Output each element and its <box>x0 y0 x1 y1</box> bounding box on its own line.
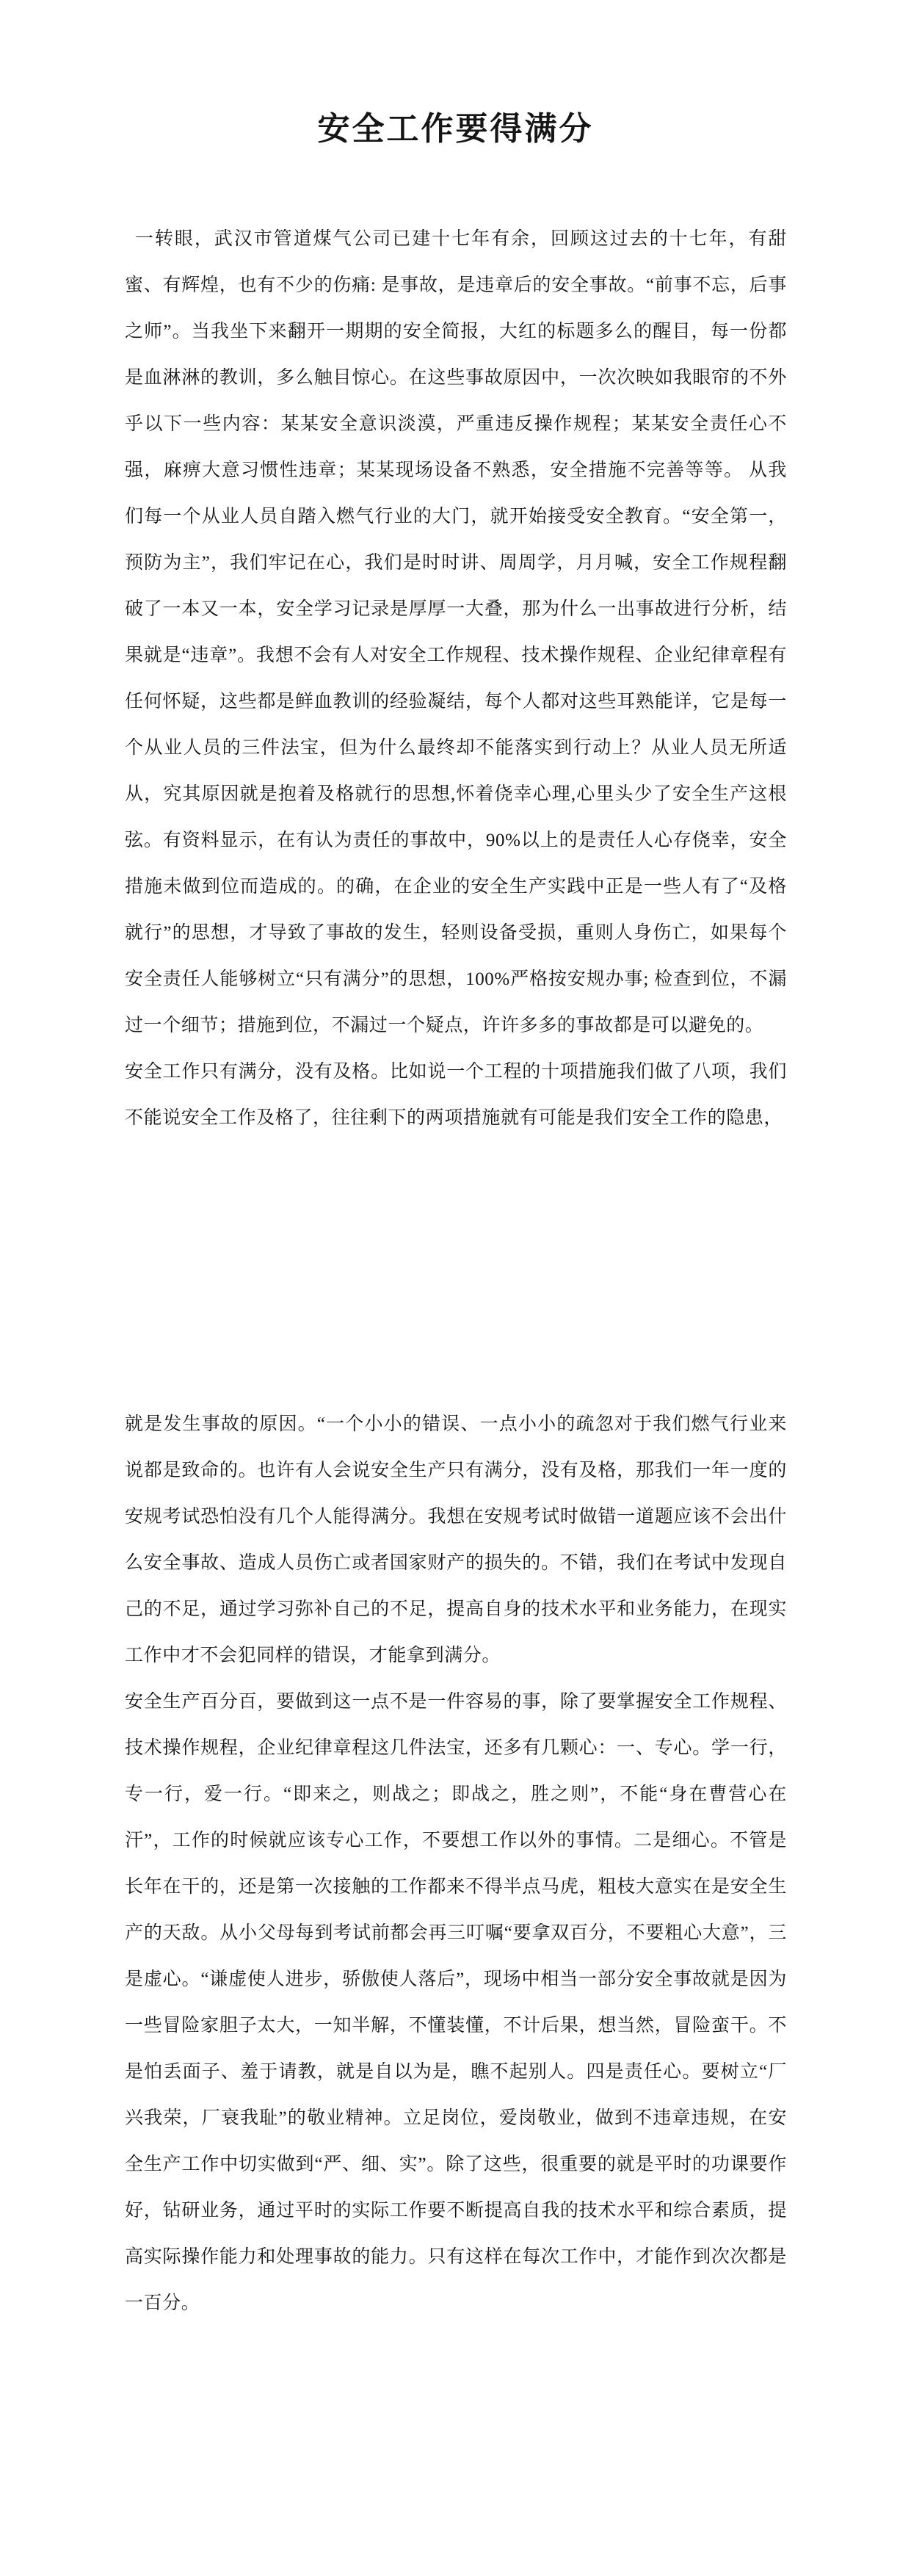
paragraph-2-part-2: 就是发生事故的原因。“一个小小的错误、一点小小的疏忽对于我们燃气行业来说都是致命的。也许有人会说安全生产只有满分，没有及格，那我们一年一度的安规考试恐怕没有几个人能得满分。我想在安规考试时做错一道题应该不会出什么安全事故、造成人员伤亡或者国家财产的损失的。不错，我们在考试中发现自己的不足，通过学习弥补自己的不足，提高自身的技术水平和业务能力，在现实工作中才不会犯同样的错误，才能拿到满分。 <box>125 1414 787 1665</box>
paragraph-1: 一转眼，武汉市管道煤气公司已建十七年有余，回顾这过去的十七年，有甜蜜、有辉煌，也有不少的伤痛: 是事故，是违章后的安全事故。“前事不忘，后事之师”。当我坐下来翻开一期期的安全简报，大红的标题多么的醒目，每一份都是血淋淋的教训，多么触目惊心。在这些事故原因中，一次次映如我眼帘的不外乎以下一些内容：某某安全意识淡漠，严重违反操作规程；某某安全责任心不强，麻痹大意习惯性违章；某某现场设备不熟悉，安全措施不完善等等。 从我们每一个从业人员自踏入燃气行业的大门，就开始接受安全教育。“安全第一，预防为主”，我们牢记在心，我们是时时讲、周周学，月月喊，安全工作规程翻破了一本又一本，安全学习记录是厚厚一大叠，那为什么一出事故进行分析，结果就是“违章”。我想不会有人对安全工作规程、技术操作规程、企业纪律章程有任何怀疑，这些都是鲜血教训的经验凝结，每个人都对这些耳熟能详，它是每一个从业人员的三件法宝，但为什么最终却不能落实到行动上？从业人员无所适从，究其原因就是抱着及格就行的思想,怀着侥幸心理,心里头少了安全生产这根弦。有资料显示，在有认为责任的事故中，90%以上的是责任人心存侥幸，安全措施未做到位而造成的。的确，在企业的安全生产实践中正是一些人有了“及格就行”的思想，才导致了事故的发生，轻则设备受损，重则人身伤亡，如果每个安全责任人能够树立“只有满分”的思想，100%严格按安规办事; 检查到位，不漏过一个细节；措施到位，不漏过一个疑点，许许多多的事故都是可以避免的。 <box>125 229 787 1035</box>
document-page-2 <box>0 1288 911 2576</box>
paragraph-2-part-1: 安全工作只有满分，没有及格。比如说一个工程的十项措施我们做了八项，我们不能说安全工作及格了，往往剩下的两项措施就有可能是我们安全工作的隐患， <box>125 1062 787 1128</box>
paragraph-3: 安全生产百分百，要做到这一点不是一件容易的事，除了要掌握安全工作规程、技术操作规程，企业纪律章程这几件法宝，还多有几颗心：一、专心。学一行，专一行，爱一行。“即来之，则战之；即战之，胜之则”，不能“身在曹营心在汗”，工作的时候就应该专心工作，不要想工作以外的事情。二是细心。不管是长年在干的，还是第一次接触的工作都来不得半点马虎，粗枝大意实在是安全生产的天敌。从小父母每到考试前都会再三叮嘱“要拿双百分，不要粗心大意”，三是虚心。“谦虚使人进步，骄傲使人落后”，现场中相当一部分安全事故就是因为一些冒险家胆子太大，一知半解，不懂装懂，不计后果，想当然，冒险蛮干。不是怕丢面子、羞于请教，就是自以为是，瞧不起别人。四是责任心。要树立“厂兴我荣，厂衰我耻”的敬业精神。立足岗位，爱岗敬业，做到不违章违规，在安全生产工作中切实做到“严、细、实”。除了这些，很重要的就是平时的功课要作好，钻研业务，通过平时的实际工作要不断提高自我的技术水平和综合素质，提高实际操作能力和处理事故的能力。只有这样在每次工作中，才能作到次次都是一百分。 <box>125 1692 787 2313</box>
document-title: 安全工作要得满分 <box>317 111 594 147</box>
page-1-text-block <box>125 216 787 1141</box>
page-2-text-block <box>125 1401 787 2326</box>
